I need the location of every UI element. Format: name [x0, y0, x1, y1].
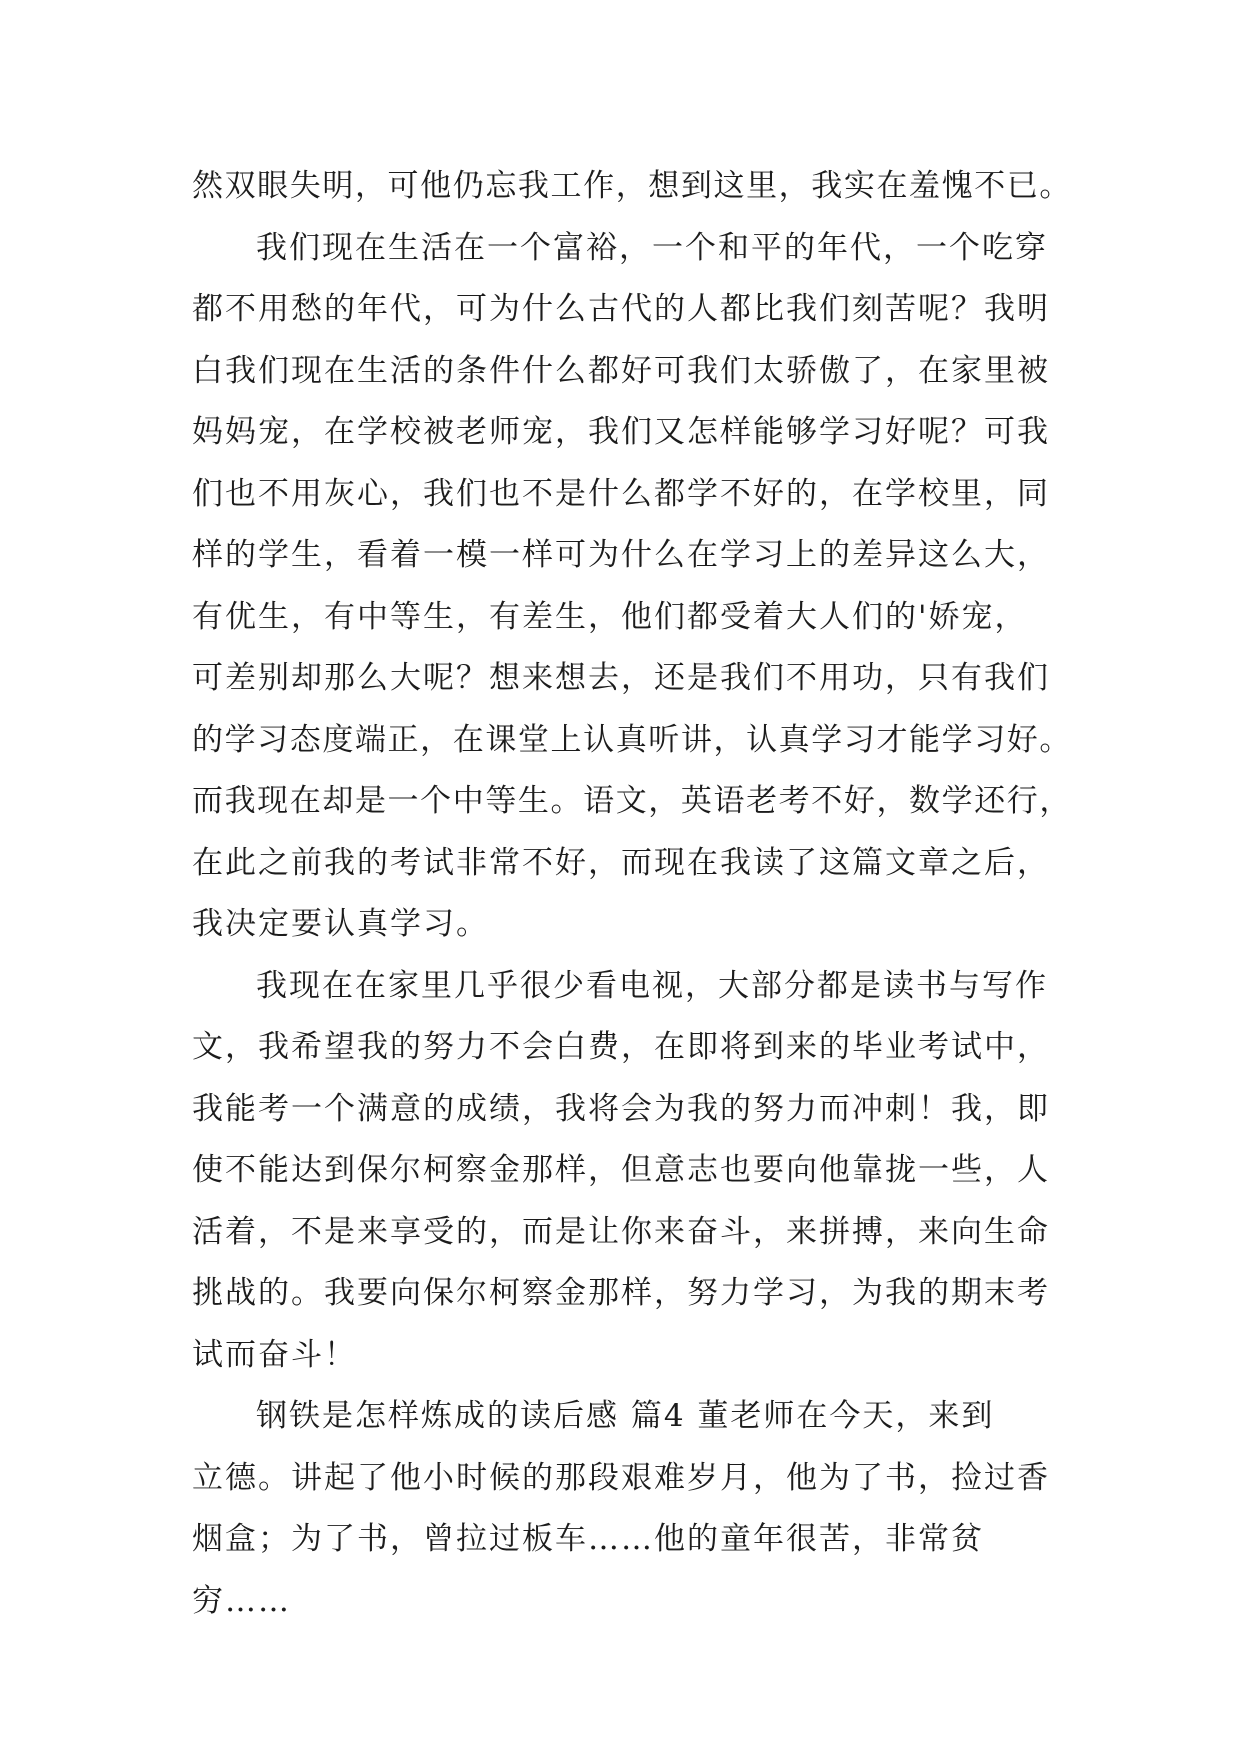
text-line: 样的学生，看着一模一样可为什么在学习上的差异这么大，: [192, 537, 1050, 573]
text-line: 文，我希望我的努力不会白费，在即将到来的毕业考试中，: [192, 1029, 1050, 1065]
text-line: 穷……: [192, 1582, 291, 1619]
text-line: 活着，不是来享受的，而是让你来奋斗，来拼搏，来向生命: [192, 1213, 1050, 1250]
text-line: 使不能达到保尔柯察金那样，但意志也要向他靠拢一些，人: [192, 1152, 1050, 1188]
text-line: 而我现在却是一个中等生。语文，英语老考不好，数学还行，: [192, 783, 1072, 819]
text-line: 在此之前我的考试非常不好，而现在我读了这篇文章之后，: [192, 844, 1050, 881]
text-line: 白我们现在生活的条件什么都好可我们太骄傲了，在家里被: [192, 352, 1050, 389]
text-line: 然双眼失明，可他仍忘我工作，想到这里，我实在羞愧不已。: [192, 168, 1072, 204]
text-line: 试而奋斗！: [192, 1336, 357, 1373]
text-line: 我们现在生活在一个富裕，一个和平的年代，一个吃穿: [256, 229, 1048, 266]
text-line: 的学习态度端正，在课堂上认真听讲，认真学习才能学习好。: [192, 721, 1072, 758]
text-line: 可差别却那么大呢？想来想去，还是我们不用功，只有我们: [192, 660, 1050, 696]
text-line: 妈妈宠，在学校被老师宠，我们又怎样能够学习好呢？可我: [192, 414, 1050, 450]
document-body: [192, 156, 1072, 1632]
text-line: 都不用愁的年代，可为什么古代的人都比我们刻苦呢？我明: [192, 291, 1050, 327]
text-line: 我决定要认真学习。: [192, 906, 489, 942]
text-line: 挑战的。我要向保尔柯察金那样，努力学习，为我的期末考: [192, 1275, 1050, 1311]
text-line: 我能考一个满意的成绩，我将会为我的努力而冲刺！我，即: [192, 1090, 1050, 1127]
text-line: 钢铁是怎样炼成的读后感 篇4 董老师在今天，来到: [256, 1398, 995, 1434]
text-line: 烟盒；为了书，曾拉过板车……他的童年很苦，非常贫: [192, 1521, 984, 1557]
text-line: 有优生，有中等生，有差生，他们都受着大人们的'娇宠，: [192, 598, 1028, 635]
text-line: 们也不用灰心，我们也不是什么都学不好的，在学校里，同: [192, 475, 1050, 512]
text-line: 我现在在家里几乎很少看电视，大部分都是读书与写作: [256, 967, 1048, 1004]
text-line: 立德。讲起了他小时候的那段艰难岁月，他为了书，捡过香: [192, 1459, 1050, 1496]
